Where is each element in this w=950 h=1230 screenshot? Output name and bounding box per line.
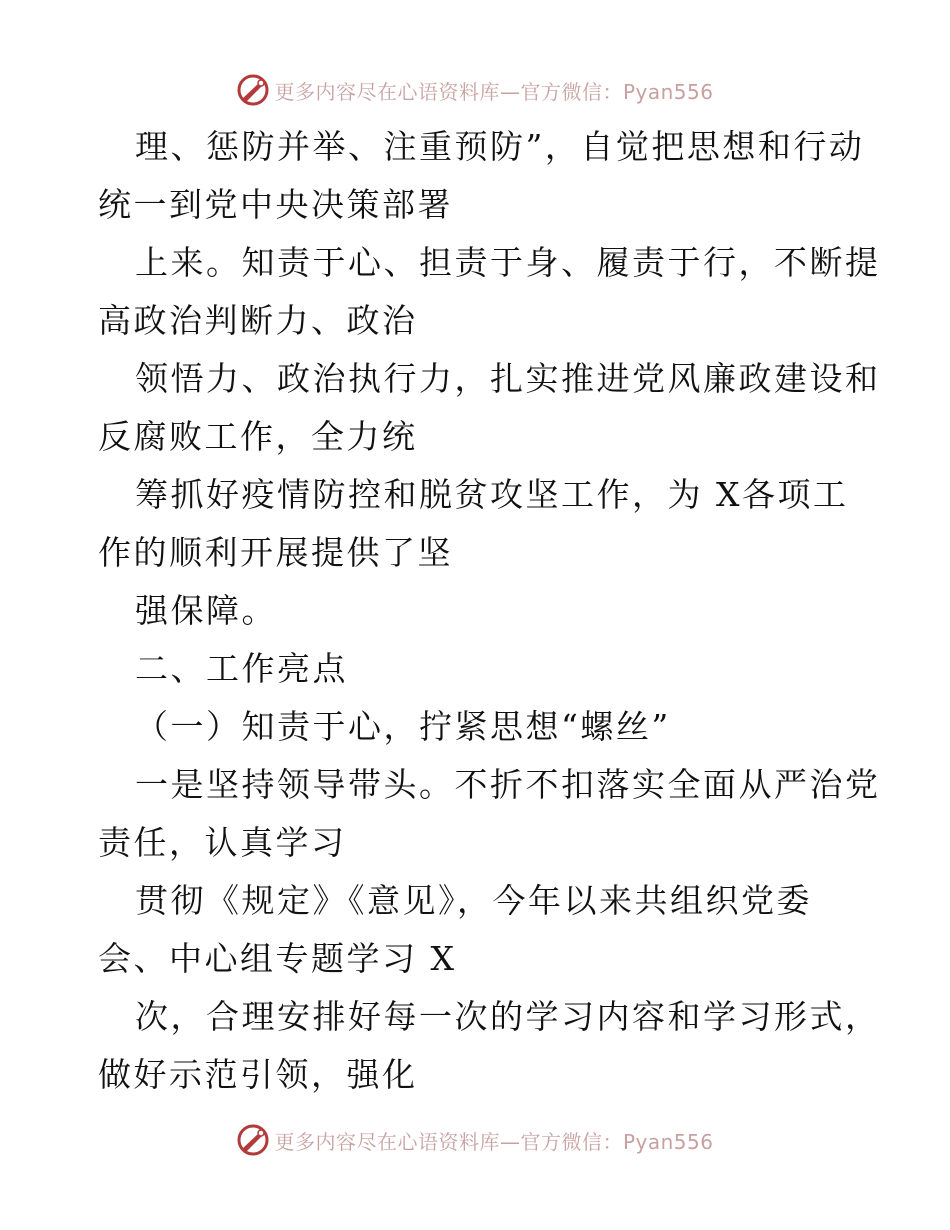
body-line: 贯彻《规定》《意见》，今年以来共组织党委 — [135, 881, 812, 920]
body-line: 次，合理安排好每一次的学习内容和学习形式， — [135, 997, 881, 1036]
document-body — [98, 118, 881, 1104]
body-line: 理、惩防并举、注重预防”，自觉把思想和行动 — [135, 127, 865, 166]
body-line: 筹抓好疫情防控和脱贫攻坚工作，为 X各项工 — [135, 475, 849, 514]
body-line: 反腐败工作，全力统 — [98, 417, 418, 456]
body-line: 上来。知责于心、担责于身、履责于行，不断提 — [135, 243, 881, 282]
body-line: 责任，认真学习 — [98, 823, 347, 862]
section-heading: 二、工作亮点 — [135, 649, 348, 688]
pen-circle-logo-icon — [236, 73, 270, 107]
watermark-text: 更多内容尽在心语资料库—官方微信：Pyan556 — [274, 1129, 714, 1154]
watermark-text: 更多内容尽在心语资料库—官方微信：Pyan556 — [274, 79, 714, 104]
subsection-heading: （一）知责于心，拧紧思想“螺丝” — [135, 707, 671, 746]
watermark-header — [0, 70, 950, 110]
body-line: 做好示范引领，强化 — [98, 1055, 418, 1094]
body-line: 高政治判断力、政治 — [98, 301, 418, 340]
body-line: 统一到党中央决策部署 — [98, 185, 453, 224]
pen-circle-logo-icon — [236, 1123, 270, 1157]
body-line: 作的顺利开展提供了坚 — [98, 533, 453, 572]
watermark-footer — [0, 1120, 950, 1160]
body-line: 一是坚持领导带头。不折不扣落实全面从严治党 — [135, 765, 881, 804]
body-line: 会、中心组专题学习 X — [98, 939, 457, 978]
body-line: 强保障。 — [135, 591, 277, 630]
body-line: 领悟力、政治执行力，扎实推进党风廉政建设和 — [135, 359, 881, 398]
